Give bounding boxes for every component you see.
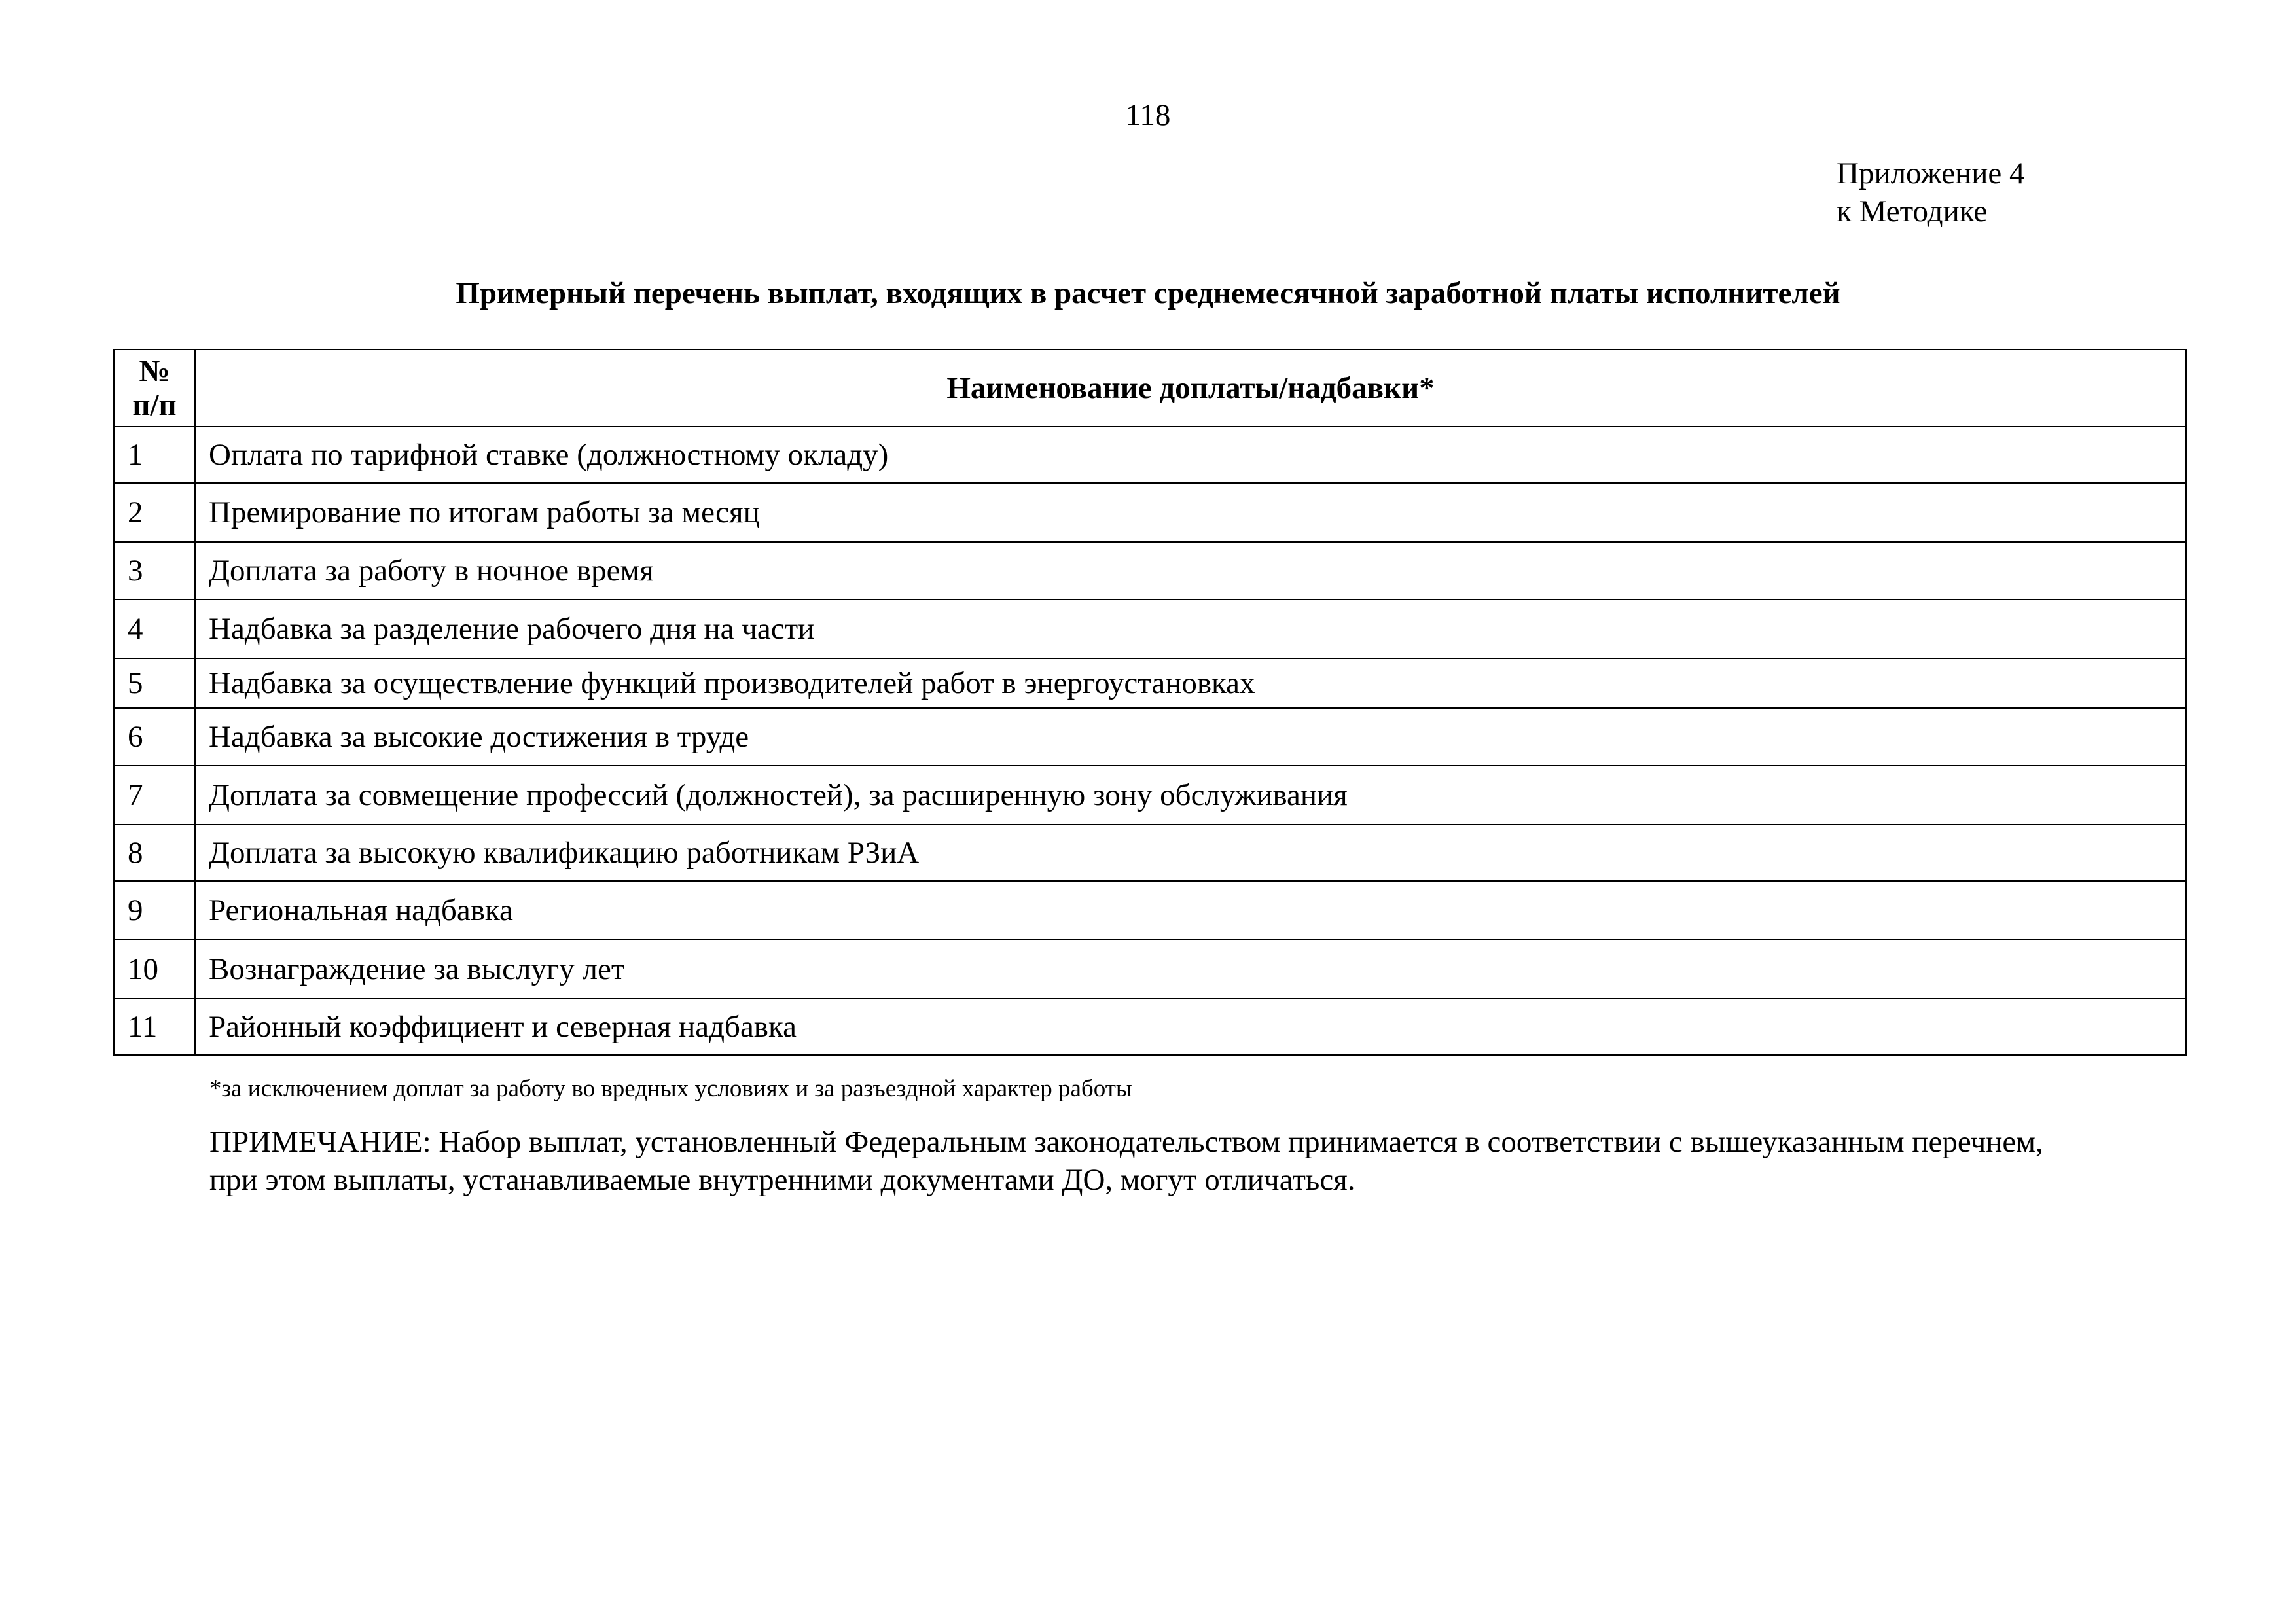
row-number-cell: 4 — [114, 599, 195, 658]
column-header-number-line-2: п/п — [132, 388, 177, 422]
note-line-2: при этом выплаты, устанавливаемые внутренними документами ДО, могут отличаться. — [209, 1163, 1355, 1197]
row-name-cell: Вознаграждение за выслугу лет — [195, 940, 2186, 999]
page-number: 118 — [1125, 98, 1171, 132]
table-row — [114, 708, 2186, 766]
table-row — [114, 766, 2186, 825]
row-number-cell: 6 — [114, 708, 195, 766]
row-name-cell: Районный коэффициент и северная надбавка — [195, 999, 2186, 1055]
row-name-cell: Оплата по тарифной ставке (должностному окладу) — [195, 427, 2186, 483]
row-number-cell: 3 — [114, 542, 195, 599]
document-title: Примерный перечень выплат, входящих в расчет среднемесячной заработной платы исполнителей — [456, 276, 1840, 310]
row-name-cell: Доплата за высокую квалификацию работникам РЗиА — [195, 825, 2186, 881]
table-row — [114, 881, 2186, 940]
appendix-label — [1837, 154, 2025, 230]
footnote: *за исключением доплат за работу во вредных условиях и за разъездной характер работы — [209, 1075, 1132, 1102]
table-row — [114, 999, 2186, 1055]
row-number-cell: 9 — [114, 881, 195, 940]
row-number-cell: 5 — [114, 658, 195, 708]
note-paragraph — [209, 1123, 2193, 1199]
row-name-cell: Доплата за работу в ночное время — [195, 542, 2186, 599]
column-header-name: Наименование доплаты/надбавки* — [195, 349, 2186, 427]
column-header-number — [114, 349, 195, 427]
table-row — [114, 483, 2186, 542]
appendix-line-1: Приложение 4 — [1837, 156, 2025, 190]
row-number-cell: 10 — [114, 940, 195, 999]
row-number-cell: 11 — [114, 999, 195, 1055]
row-name-cell: Доплата за совмещение профессий (должностей), за расширенную зону обслуживания — [195, 766, 2186, 825]
table-body — [114, 427, 2186, 1055]
table-row — [114, 825, 2186, 881]
row-number-cell: 2 — [114, 483, 195, 542]
row-name-cell: Надбавка за осуществление функций производителей работ в энергоустановках — [195, 658, 2186, 708]
table-header-row — [114, 349, 2186, 427]
row-number-cell: 1 — [114, 427, 195, 483]
table-row — [114, 940, 2186, 999]
table-row — [114, 658, 2186, 708]
row-name-cell: Региональная надбавка — [195, 881, 2186, 940]
appendix-line-2: к Методике — [1837, 194, 1988, 228]
table-row — [114, 542, 2186, 599]
row-number-cell: 7 — [114, 766, 195, 825]
table-row — [114, 599, 2186, 658]
payments-table — [113, 349, 2187, 1056]
row-name-cell: Премирование по итогам работы за месяц — [195, 483, 2186, 542]
column-header-number-line-1: № — [139, 354, 170, 388]
row-name-cell: Надбавка за разделение рабочего дня на части — [195, 599, 2186, 658]
note-line-1: ПРИМЕЧАНИЕ: Набор выплат, установленный Федеральным законодательством принимается в соответствии с вышеуказанным перечнем, — [209, 1125, 2043, 1159]
table-row — [114, 427, 2186, 483]
row-name-cell: Надбавка за высокие достижения в труде — [195, 708, 2186, 766]
row-number-cell: 8 — [114, 825, 195, 881]
